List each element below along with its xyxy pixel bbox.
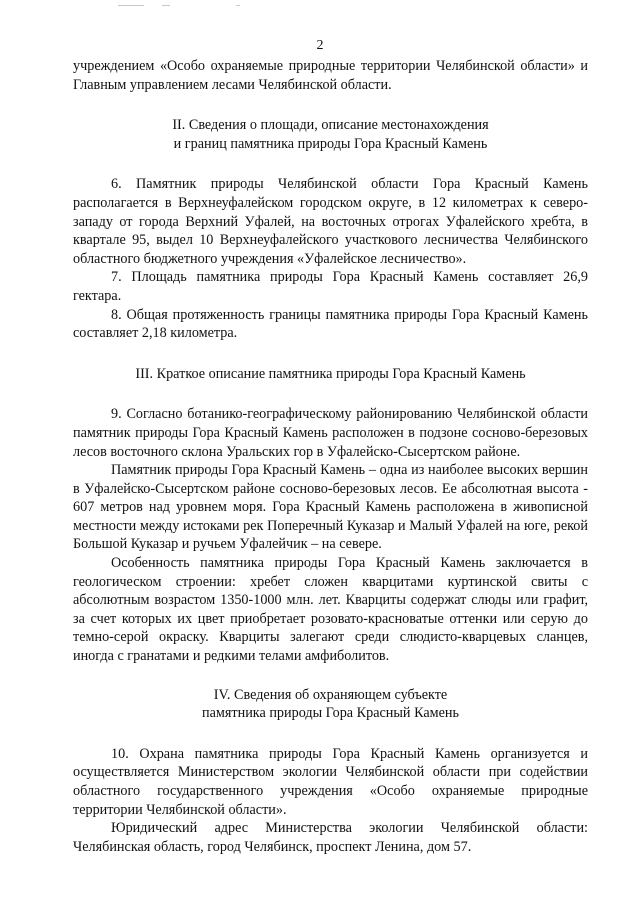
section-2-heading bbox=[73, 116, 588, 153]
paragraph-9: 9. Согласно ботанико-географическому районированию Челябинской области памятник природы Гора Красный Камень расположен в подзоне сосново-березовых лесов восточного склона Уральских гор в Уфалейско-Сысертском районе. bbox=[73, 406, 588, 460]
paragraph-peak: Памятник природы Гора Красный Камень – одна из наиболее высоких вершин в Уфалейско-Сысертском районе сосново-березовых лесов. Ее абсолютная высота - 607 метров над уровнем моря. Гора Красный Камень расположена в живописной местности между истоками рек Поперечный Куказар и Малый Уфалей на юге, рекой Большой Куказар и ручьем Уфалейчик – на севере. bbox=[73, 462, 588, 553]
paragraph-8: 8. Общая протяженность границы памятника природы Гора Красный Камень составляет 2,18 километра. bbox=[73, 306, 588, 342]
scan-mark bbox=[236, 5, 240, 6]
section-4-heading-line-2: памятника природы Гора Красный Камень bbox=[202, 705, 459, 722]
section-3-heading: III. Краткое описание памятника природы Гора Красный Камень bbox=[135, 365, 526, 382]
document-body bbox=[73, 57, 588, 856]
section-4-heading-line-1: IV. Сведения об охраняющем субъекте bbox=[213, 686, 448, 703]
section-4-heading bbox=[73, 686, 588, 723]
scan-mark bbox=[118, 5, 144, 6]
section-2-heading-line-1: II. Сведения о площади, описание местонахождения bbox=[172, 117, 489, 134]
paragraph-10: 10. Охрана памятника природы Гора Красный Камень организуется и осуществляется Министерством экологии Челябинской области при содействии областного государственного учреждения «Особо охраняемые природные территории Челябинской области». bbox=[73, 745, 588, 818]
intro-paragraph: учреждением «Особо охраняемые природные территории Челябинской области» и Главным управлением лесами Челябинской области. bbox=[73, 58, 588, 93]
scan-mark bbox=[162, 5, 170, 6]
paragraph-address: Юридический адрес Министерства экологии Челябинской области: Челябинская область, город Челябинск, проспект Ленина, дом 57. bbox=[73, 820, 588, 855]
paragraph-6: 6. Памятник природы Челябинской области Гора Красный Камень располагается в Верхнеуфалейском городском округе, в 12 километрах к северо-западу от города Верхний Уфалей, на восточных отрогах Уфалейского хребта, в квартале 95, выдел 10 Верхнеуфалейского участкового лесничества Челябинского областного бюджетного учреждения «Уфалейское лесничество». bbox=[73, 176, 588, 267]
paragraph-7: 7. Площадь памятника природы Гора Красный Камень составляет 26,9 гектара. bbox=[73, 269, 588, 304]
section-2-heading-line-2: и границ памятника природы Гора Красный Камень bbox=[173, 135, 488, 152]
page-number: 2 bbox=[316, 38, 324, 53]
paragraph-geology: Особенность памятника природы Гора Красный Камень заключается в геологическом строении: хребет сложен кварцитами куртинской свиты с абсолютным возрастом 1350-1000 млн. лет. Кварциты содержат слюды или графит, за счет которых их цвет приобретает розовато-красноватые оттенки или серую до темно-серой окраску. Кварциты залегают среди слюдисто-кварцевых сланцев, иногда с гранатами и редкими телами амфиболитов. bbox=[73, 555, 588, 665]
